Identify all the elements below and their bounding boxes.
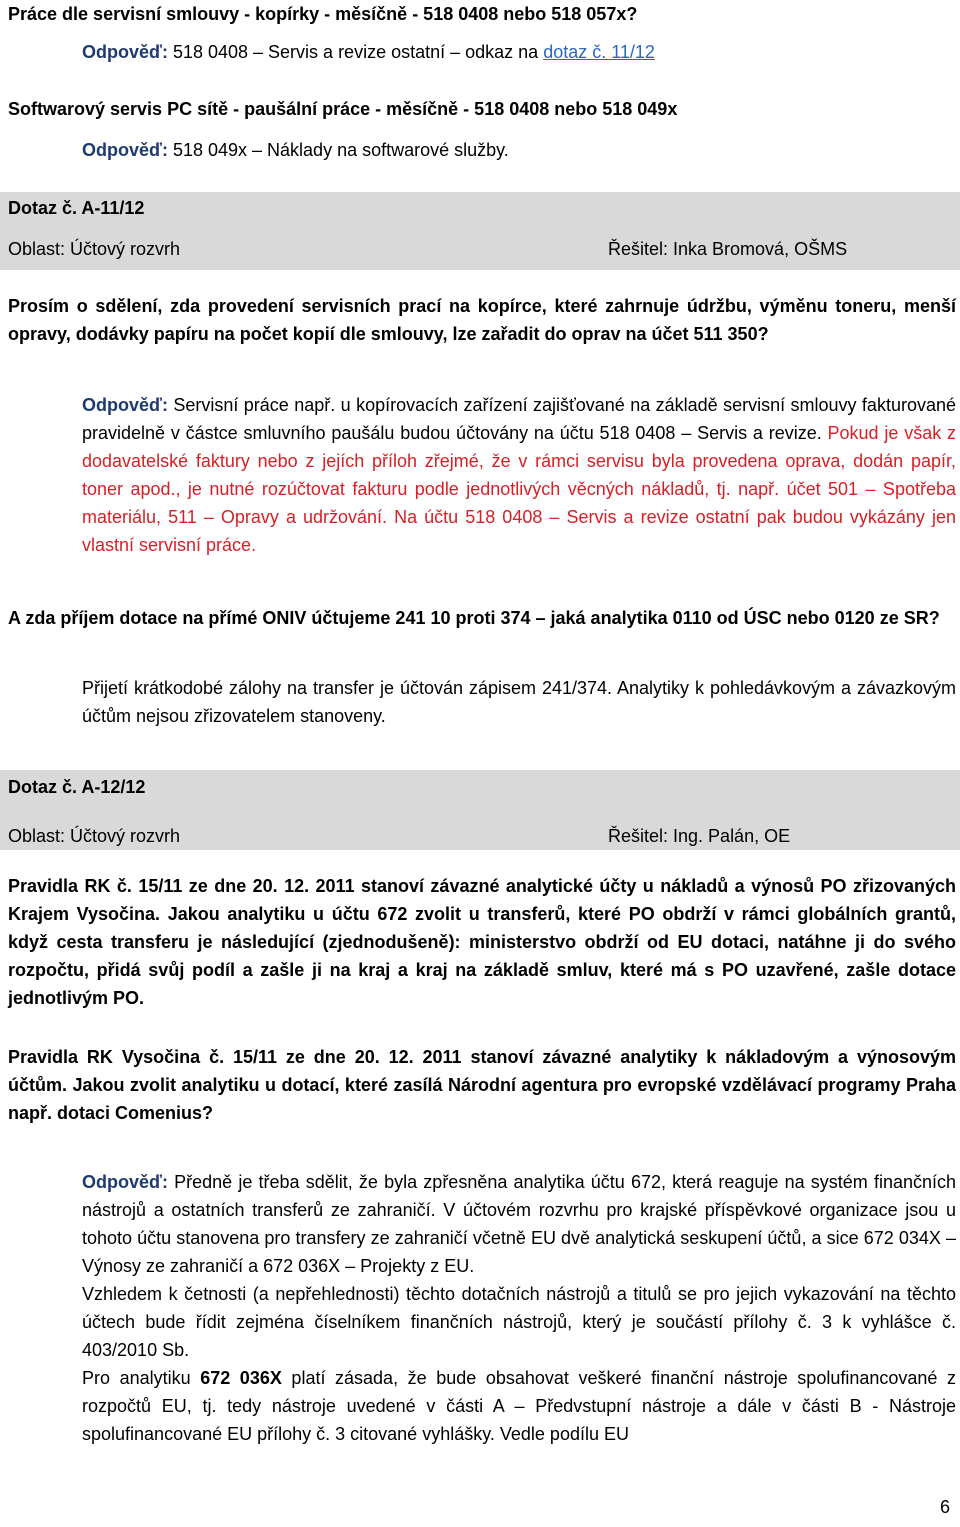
answer-label: Odpověď:: [82, 42, 168, 62]
a12-answer-p2: Vzhledem k četnosti (a nepřehlednosti) těchto dotačních nástrojů a titulů se pro jejich vykazování na těchto účtech bude řídit zejména číselníkem finančních nástrojů, který je součástí přílohy č. 3 k vyhlášce č. 403/2010 Sb.: [82, 1284, 956, 1360]
a12-answer: [82, 1168, 956, 1448]
a12-answer-p3: Pro analytiku 672 036X platí zásada, že bude obsahovat veškeré finanční nástroje spolufinancované z rozpočtů EU, tj. tedy nástroje uvedené v části A – Předvstupní nástroje a dále v části B - Nástroje spolufinancované EU přílohy č. 3 citované vyhlášky. Vedle podílu EU: [82, 1368, 956, 1444]
query-area: Oblast: Účtový rozvrh: [8, 826, 181, 846]
a12-question-1: Pravidla RK č. 15/11 ze dne 20. 12. 2011 stanoví závazné analytické účty u nákladů a výnosů PO zřizovaných Krajem Vysočina. Jakou analytiku u účtu 672 zvolit u transferů, které PO obdrží v rámci globálních grantů, když cesta transferu je následující (zjednodušeně): ministerstvo obdrží od EU dotaci, natáhne ji do svého rozpočtu, přidá svůj podíl a zašle ji na kraj a kraj na základě smluv, které má s PO uzavřené, zašle dotace jednotlivým PO.: [8, 876, 956, 1008]
a11-question: Prosím o sdělení, zda provedení servisních prací na kopírce, které zahrnuje údržbu, výměnu toneru, menší opravy, dodávky papíru na počet kopií dle smlouvy, lze zařadit do oprav na účet 511 350?: [8, 296, 956, 344]
answer-text: 518 049x – Náklady na softwarové služby.: [167, 140, 509, 160]
answer-text: Předně je třeba sdělit, že byla zpřesněna analytika účtu 672, která reaguje na systém finančních nástrojů a ostatních transferů ze zahraničí. V účtovém rozvrhu pro krajské příspěvkové organizace jsou u tohoto účtu stanovena pro transfery ze zahraničí včetně EU dvě analytická seskupení účtů, a sice 672 034X – Výnosy ze zahraničí a 672 036X – Projekty z EU.: [82, 1172, 956, 1276]
query-heading: Dotaz č. A-11/12: [8, 198, 145, 218]
a11-answer: [82, 391, 956, 559]
answer-text-highlighted: Pokud je však z dodavatelské faktury nebo z jejích příloh zřejmé, že v rámci servisu byla provedena oprava, dodán papír, toner apod., je nutné rozúčtovat fakturu podle jednotlivých věcných nákladů, tj. např. účet 501 – Spotřeba materiálu, 511 – Opravy a udržování. Na účtu 518 0408 – Servis a revize ostatní pak budou vykázány jen vlastní servisní práce.: [82, 423, 957, 555]
query-header-a11: [0, 192, 960, 270]
a12-question-2: Pravidla RK Vysočina č. 15/11 ze dne 20. 12. 2011 stanoví závazné analytiky k nákladovým a výnosovým účtům. Jakou zvolit analytiku u dotací, které zasílá Národní agentura pro evropské vzdělávací programy Praha např. dotaci Comenius?: [8, 1047, 956, 1123]
query-solver: Řešitel: Inka Bromová, OŠMS: [608, 239, 848, 259]
query-solver: Řešitel: Ing. Palán, OE: [608, 826, 791, 846]
page-number: 6: [939, 1497, 950, 1517]
a11-question-2: A zda příjem dotace na přímé ONIV účtujeme 241 10 proti 374 – jaká analytika 0110 od ÚSC nebo 0120 ze SR?: [8, 608, 940, 628]
answer-label: Odpověď:: [82, 140, 168, 160]
a12-answer-p1: [82, 1168, 956, 1280]
answer-label: Odpověď:: [82, 395, 168, 415]
answer-label: Odpověď:: [82, 1172, 168, 1192]
question-kopirky-title: Práce dle servisní smlouvy - kopírky - měsíčně - 518 0408 nebo 518 057x?: [8, 4, 638, 24]
query-header-a12: [0, 770, 960, 850]
answer-pc: [82, 136, 956, 164]
a11-answer-2: Přijetí krátkodobé zálohy na transfer je účtován zápisem 241/374. Analytiky k pohledávkovým a závazkovým účtům nejsou zřizovatelem stanoveny.: [82, 678, 956, 726]
query-heading: Dotaz č. A-12/12: [8, 777, 146, 797]
answer-text: Servisní práce např. u kopírovacích zařízení zajišťované na základě servisní smlouvy fakturované pravidelně v částce smluvního paušálu budou účtovány na účtu 518 0408 – Servis a revize.: [82, 395, 956, 443]
query-area: Oblast: Účtový rozvrh: [8, 239, 181, 259]
reference-link[interactable]: dotaz č. 11/12: [543, 42, 655, 62]
answer-kopirky: [82, 38, 956, 66]
answer-text: 518 0408 – Servis a revize ostatní – odkaz na: [167, 42, 544, 62]
account-number: 672 036X: [200, 1368, 282, 1388]
question-pc-title: Softwarový servis PC sítě - paušální práce - měsíčně - 518 0408 nebo 518 049x: [8, 99, 678, 119]
